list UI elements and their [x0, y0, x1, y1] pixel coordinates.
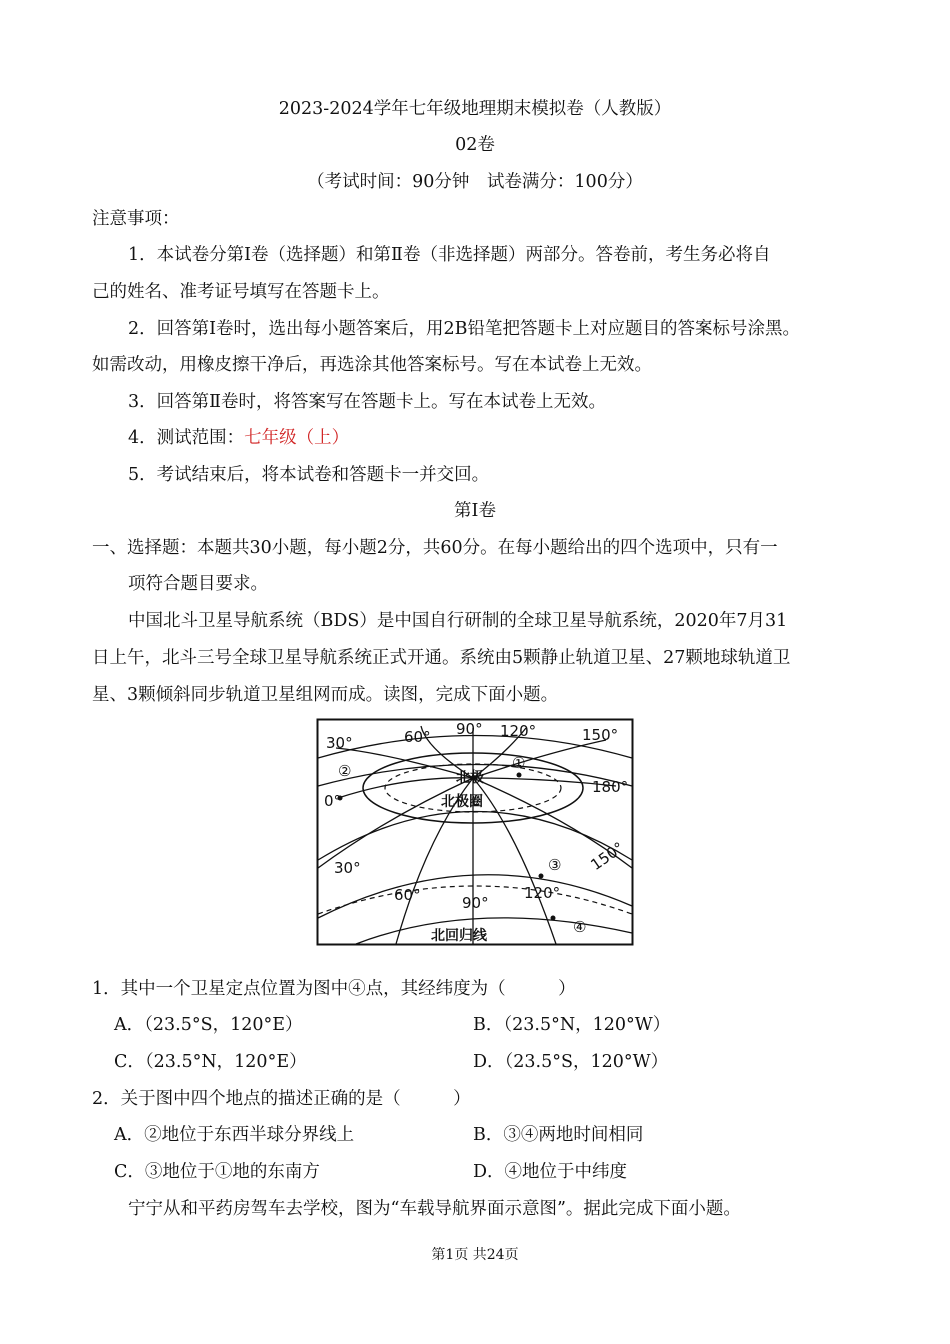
- label-tropic-of-cancer: 北回归线: [431, 928, 487, 944]
- label-lon90-top: 90°: [456, 720, 483, 738]
- label-north-pole: 北极: [456, 770, 484, 786]
- label-lon60-top: 60°: [404, 728, 431, 746]
- question-2-option-a: A．②地位于东西半球分界线上: [114, 1125, 355, 1145]
- question-1-option-b: B．（23.5°N，120°W）: [473, 1015, 671, 1035]
- section-instruction-line-2: 项符合题目要求。: [128, 574, 268, 594]
- label-point-1: ①: [512, 754, 526, 772]
- notice-item-1-line-1: 1．本试卷分第Ⅰ卷（选择题）和第Ⅱ卷（非选择题）两部分。答卷前，考生务必将自: [128, 245, 771, 265]
- point-1-dot: [517, 773, 522, 778]
- label-lon0: 0°: [324, 792, 342, 810]
- notice-item-4: [128, 427, 349, 449]
- label-lon90-bottom: 90°: [462, 894, 489, 912]
- passage-2-line-1: 宁宁从和平药房驾车去学校，图为“车载导航界面示意图”。据此完成下面小题。: [128, 1199, 741, 1219]
- label-arctic-circle: 北极圈: [441, 794, 483, 810]
- page-footer: 第1页 共24页: [431, 1247, 519, 1263]
- label-lon30-bottom: 30°: [334, 859, 361, 877]
- label-lon60-bottom: 60°: [394, 886, 421, 904]
- passage-1-line-2: 日上午，北斗三号全球卫星导航系统正式开通。系统由5颗静止轨道卫星、27颗地球轨道卫: [92, 648, 791, 668]
- notice-item-5: 5．考试结束后，将本试卷和答题卡一并交回。: [128, 465, 490, 485]
- question-2-stem: 2．关于图中四个地点的描述正确的是（ ）: [92, 1089, 471, 1109]
- label-point-3: ③: [548, 856, 562, 874]
- notice-item-2-line-2: 如需改动，用橡皮擦干净后，再选涂其他答案标号。写在本试卷上无效。: [92, 355, 652, 375]
- passage-1-line-1: 中国北斗卫星导航系统（BDS）是中国自行研制的全球卫星导航系统，2020年7月31: [128, 611, 788, 631]
- question-2-option-c: C．③地位于①地的东南方: [114, 1162, 320, 1182]
- passage-1-line-3: 星、3颗倾斜同步轨道卫星组网而成。读图，完成下面小题。: [92, 685, 559, 705]
- question-1-option-a: A．（23.5°S，120°E）: [114, 1015, 303, 1035]
- north-pole-map-figure: [316, 718, 634, 948]
- section-instruction-line-1: 一、选择题：本题共30小题，每小题2分，共60分。在每小题给出的四个选项中，只有一: [92, 538, 778, 558]
- question-1-stem: 1．其中一个卫星定点位置为图中④点，其经纬度为（ ）: [92, 979, 576, 999]
- notice-item-4-scope: 七年级（上）: [244, 428, 350, 448]
- notice-heading: 注意事项：: [92, 209, 180, 229]
- volume-label: 02卷: [455, 135, 495, 155]
- point-4-dot: [551, 916, 556, 921]
- question-1-option-d: D．（23.5°S，120°W）: [473, 1052, 669, 1072]
- label-lon30-top: 30°: [326, 734, 353, 752]
- label-lon150-top: 150°: [582, 726, 619, 744]
- notice-item-3: 3．回答第Ⅱ卷时，将答案写在答题卡上。写在本试卷上无效。: [128, 392, 607, 412]
- label-lon120-bottom: 120°: [524, 884, 561, 902]
- question-1-option-c: C．（23.5°N，120°E）: [114, 1052, 307, 1072]
- label-lon120-top: 120°: [500, 722, 537, 740]
- notice-item-4-prefix: 4．测试范围：: [128, 428, 245, 448]
- label-lon180: 180°: [592, 778, 629, 796]
- question-2-option-b: B．③④两地时间相同: [473, 1125, 644, 1145]
- exam-info: （考试时间：90分钟 试卷满分：100分）: [307, 172, 643, 192]
- notice-item-1-line-2: 己的姓名、准考证号填写在答题卡上。: [92, 282, 390, 302]
- section-title: 第Ⅰ卷: [454, 501, 496, 521]
- north-pole-map: [316, 718, 634, 948]
- point-3-dot: [539, 874, 544, 879]
- label-point-2: ②: [338, 762, 352, 780]
- label-lon150-bottom: 150°: [587, 838, 628, 874]
- notice-item-2-line-1: 2．回答第Ⅰ卷时，选出每小题答案后，用2B铅笔把答题卡上对应题目的答案标号涂黑。: [128, 319, 801, 339]
- label-point-4: ④: [573, 918, 587, 936]
- question-2-option-d: D．④地位于中纬度: [473, 1162, 628, 1182]
- exam-title: 2023-2024学年七年级地理期末模拟卷（人教版）: [278, 99, 672, 119]
